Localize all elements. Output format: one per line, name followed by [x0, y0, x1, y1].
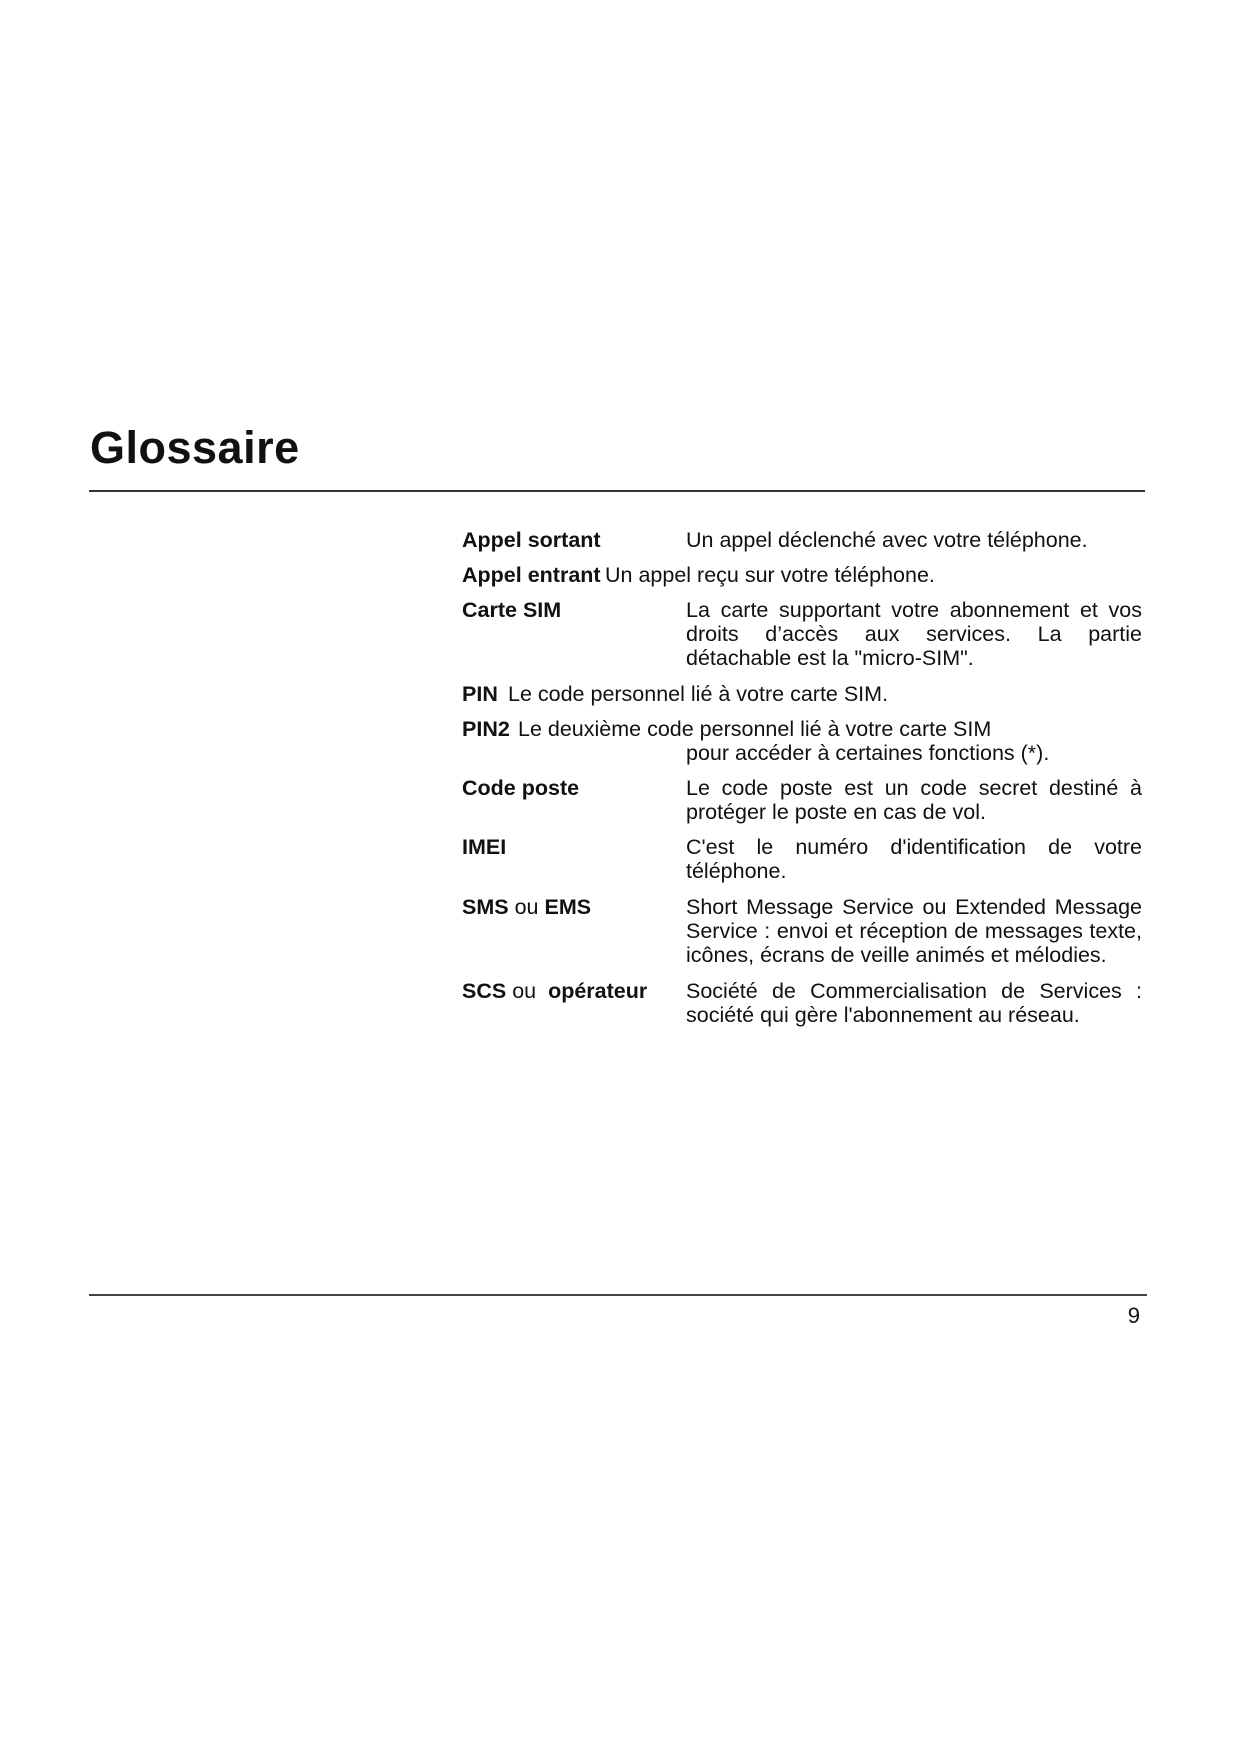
page-title: Glossaire: [90, 422, 300, 473]
glossary-definition: Le code personnel lié à votre carte SIM.: [508, 682, 889, 706]
glossary-term-a: SCS: [462, 979, 507, 1003]
glossary-term: PIN2: [462, 717, 510, 741]
glossary-definition: Un appel déclenché avec votre téléphone.: [686, 528, 1088, 552]
glossary-term: [462, 895, 591, 919]
glossary-definition: Short Message Service ou Extended Message Service : envoi et réception de messages texte, icônes, écrans de veille animés et mélodies.: [686, 895, 1142, 967]
glossary-term-connector: ou: [514, 895, 539, 919]
page-number: 9: [1127, 1303, 1140, 1328]
glossary-definition: La carte supportant votre abonnement et vos droits d’accès aux services. La partie détachable est la "micro-SIM".: [686, 598, 1142, 670]
footer-divider: [89, 1294, 1147, 1296]
glossary-definition-line1: Le deuxième code personnel lié à votre carte SIM: [518, 717, 992, 741]
title-divider: [89, 490, 1145, 492]
glossary-definition: Le code poste est un code secret destiné à protéger le poste en cas de vol.: [686, 776, 1142, 824]
glossary-term-a: SMS: [462, 895, 509, 919]
glossary-term: Appel sortant: [462, 528, 601, 552]
glossary-term: [462, 979, 647, 1003]
glossary-definition: C'est le numéro d'identification de votre téléphone.: [686, 835, 1142, 883]
glossary-term: PIN: [462, 682, 498, 706]
glossary-term-b: opérateur: [548, 979, 648, 1003]
glossary-definition-line2: pour accéder à certaines fonctions (*).: [686, 741, 1050, 765]
glossary-definition: Société de Commercialisation de Services : société qui gère l'abonnement au réseau.: [686, 979, 1142, 1027]
glossary-term: Code poste: [462, 776, 580, 800]
glossary-term: Carte SIM: [462, 598, 562, 622]
glossary-term-b: EMS: [544, 895, 592, 919]
glossary-term: IMEI: [462, 835, 507, 859]
glossary-term-connector: ou: [512, 979, 537, 1003]
glossary-definition: Un appel reçu sur votre téléphone.: [605, 563, 935, 587]
glossary-term: Appel entrant: [462, 563, 601, 587]
